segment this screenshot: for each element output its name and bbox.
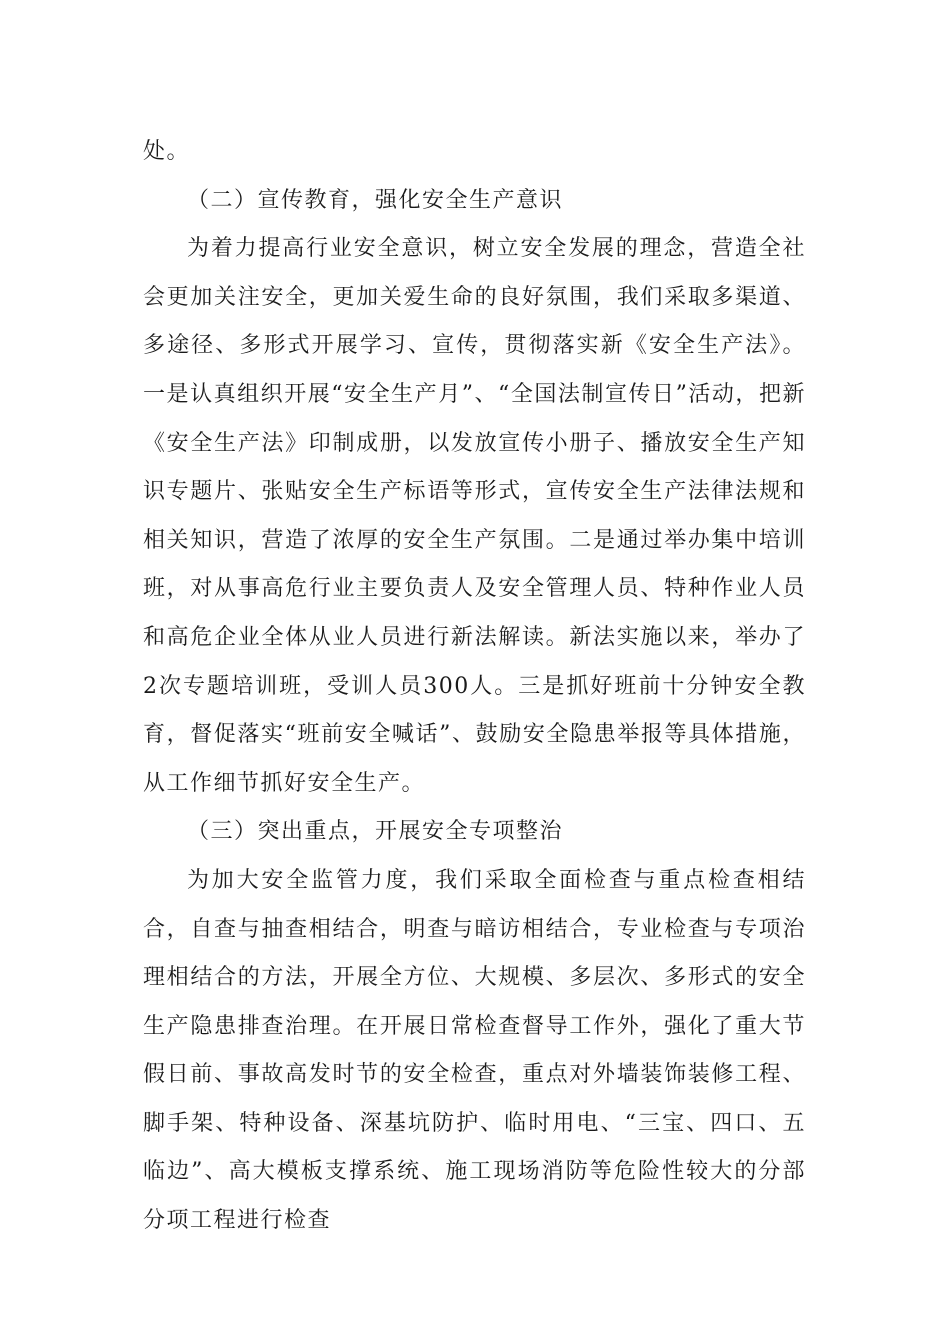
- section-3-heading: （三）突出重点，开展安全专项整治: [187, 819, 564, 845]
- section-2-paragraph: 为着力提高行业安全意识，树立安全发展的理念，营造全社会更加关注安全，更加关爱生命的良好氛围，我们采取多渠道、多途径、多形式开展学习、宣传，贯彻落实新《安全生产法》。一是认真组织开展“安全生产月”、“全国法制宣传日”活动，把新《安全生产法》印制成册，以发放宣传小册子、播放安全生产知识专题片、张贴安全生产标语等形式，宣传安全生产法律法规和相关知识，营造了浓厚的安全生产氛围。二是通过举办集中培训班，对从事高危行业主要负责人及安全管理人员、特种作业人员和高危企业全体从业人员进行新法解读。新法实施以来，举办了2次专题培训班，受训人员300人。三是抓好班前十分钟安全教育，督促落实“班前安全喊话”、鼓励安全隐患举报等具体措施，从工作细节抓好安全生产。: [143, 236, 806, 796]
- document-body: [143, 128, 806, 1246]
- section-2-heading: （二）宣传教育，强化安全生产意识: [187, 187, 564, 213]
- continuation-text: 处。: [143, 139, 191, 164]
- section-3-paragraph: 为加大安全监管力度，我们采取全面检查与重点检查相结合，自查与抽查相结合，明查与暗访相结合，专业检查与专项治理相结合的方法，开展全方位、大规模、多层次、多形式的安全生产隐患排查治理。在开展日常检查督导工作外，强化了重大节假日前、事故高发时节的安全检查，重点对外墙装饰装修工程、脚手架、特种设备、深基坑防护、临时用电、“三宝、四口、五临边”、高大模板支撑系统、施工现场消防等危险性较大的分部分项工程进行检查: [143, 867, 806, 1234]
